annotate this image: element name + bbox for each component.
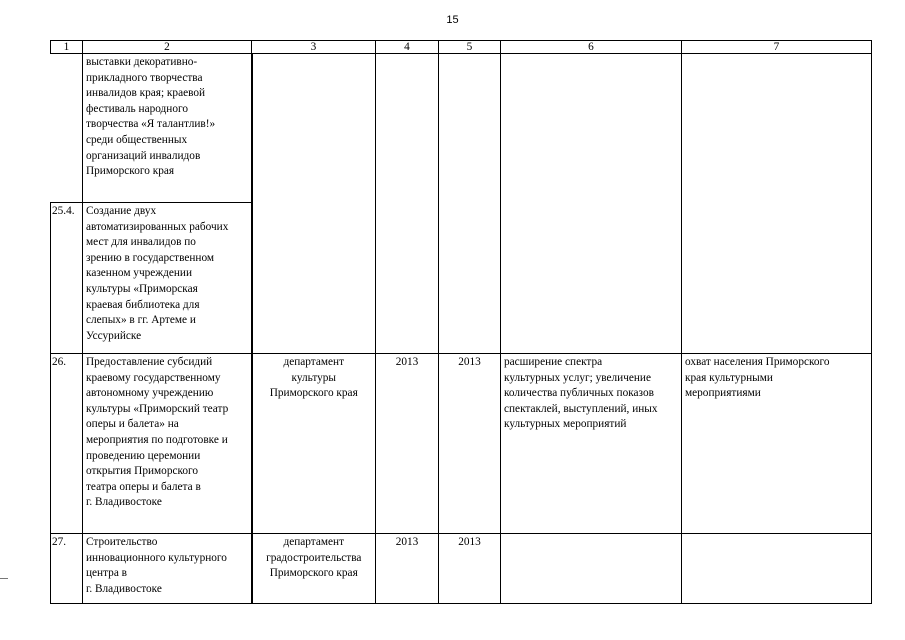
indicator-cell: [682, 54, 872, 203]
description-line: краевая библиотека для: [86, 298, 200, 311]
column-number-row: [51, 41, 872, 54]
end-year-cell: [439, 203, 501, 354]
description-line: творчества «Я талантлив!»: [86, 118, 216, 131]
description-line: автономному учреждению: [86, 387, 214, 400]
end-year-cell: 2013: [439, 354, 501, 534]
result-cell: [501, 354, 682, 534]
result-line: расширение спектра: [504, 356, 603, 368]
row-number-cell: 26.: [51, 354, 83, 534]
description-line: театра оперы и балета в: [86, 480, 201, 493]
description-line: автоматизированных рабочих: [86, 220, 229, 233]
description-cell: [83, 54, 252, 203]
executor-cell: [252, 354, 376, 534]
table-row: [51, 354, 872, 534]
indicator-line: края культурными: [685, 371, 773, 384]
start-year-cell: [376, 54, 439, 203]
margin-mark: [0, 578, 8, 579]
column-number: 2: [83, 41, 252, 54]
description-line: прикладного творчества: [86, 71, 203, 84]
executor-cell: [252, 203, 376, 354]
description-line: открытия Приморского: [86, 465, 199, 478]
indicator-line: охват населения Приморского: [685, 356, 830, 368]
description-line: мест для инвалидов по: [86, 236, 196, 249]
description-cell: [83, 534, 252, 604]
description-line: Уссурийске: [86, 329, 142, 342]
executor-line: культуры: [291, 371, 336, 384]
description-line: инвалидов края; краевой: [86, 87, 206, 100]
indicator-line: мероприятиями: [685, 387, 761, 400]
executor-cell: [252, 534, 376, 604]
column-number: 1: [51, 41, 83, 54]
result-cell: [501, 203, 682, 354]
start-year-cell: [376, 203, 439, 354]
result-line: количества публичных показов: [504, 387, 654, 400]
description-line: казенном учреждении: [86, 267, 193, 280]
description-line: краевому государственному: [86, 371, 221, 384]
description-line: среди общественных: [86, 133, 188, 146]
result-cell: [501, 54, 682, 203]
column-number: 4: [376, 41, 439, 54]
indicator-cell: [682, 534, 872, 604]
executor-line: департамент: [283, 536, 345, 548]
description-line: фестиваль народного: [86, 102, 188, 115]
description-line: Создание двух: [86, 205, 157, 217]
end-year-cell: 2013: [439, 534, 501, 604]
row-number-cell: [51, 54, 83, 203]
description-line: организаций инвалидов: [86, 149, 201, 162]
description-line: проведению церемонии: [86, 449, 201, 462]
executor-line: градостроительства: [266, 551, 362, 564]
description-line: оперы и балета» на: [86, 418, 179, 431]
indicator-cell: [682, 354, 872, 534]
description-line: г. Владивостоке: [86, 496, 162, 509]
executor-line: департамент: [283, 356, 345, 368]
executor-line: Приморского края: [269, 387, 358, 400]
start-year-cell: 2013: [376, 354, 439, 534]
activities-table: [50, 40, 872, 604]
row-number-cell: 27.: [51, 534, 83, 604]
description-line: выставки декоративно-: [86, 56, 198, 68]
description-line: мероприятия по подготовке и: [86, 433, 228, 446]
table-row: [51, 203, 872, 354]
start-year-cell: 2013: [376, 534, 439, 604]
column-number: 3: [252, 41, 376, 54]
result-cell: [501, 534, 682, 604]
description-line: Предоставление субсидий: [86, 356, 213, 368]
indicator-cell: [682, 203, 872, 354]
description-line: г. Владивостоке: [86, 582, 162, 595]
description-line: зрению в государственном: [86, 251, 215, 264]
column-number: 7: [682, 41, 872, 54]
result-line: спектаклей, выступлений, иных: [504, 402, 658, 415]
description-line: Строительство: [86, 536, 158, 548]
row-number-cell: 25.4.: [51, 203, 83, 354]
description-cell: [83, 203, 252, 354]
column-number: 5: [439, 41, 501, 54]
description-cell: [83, 354, 252, 534]
executor-line: Приморского края: [269, 567, 358, 580]
column-number: 6: [501, 41, 682, 54]
table-row: [51, 54, 872, 203]
table-row: [51, 534, 872, 604]
result-line: культурных услуг; увеличение: [504, 371, 651, 384]
page-number: 15: [446, 14, 459, 26]
end-year-cell: [439, 54, 501, 203]
executor-cell: [252, 54, 376, 203]
description-line: слепых» в гг. Артеме и: [86, 314, 196, 327]
description-line: центра в: [86, 567, 128, 580]
description-line: культуры «Приморская: [86, 282, 198, 295]
description-line: инновационного культурного: [86, 551, 227, 564]
description-line: Приморского края: [86, 165, 175, 178]
description-line: культуры «Приморский театр: [86, 402, 229, 415]
result-line: культурных мероприятий: [504, 418, 627, 431]
